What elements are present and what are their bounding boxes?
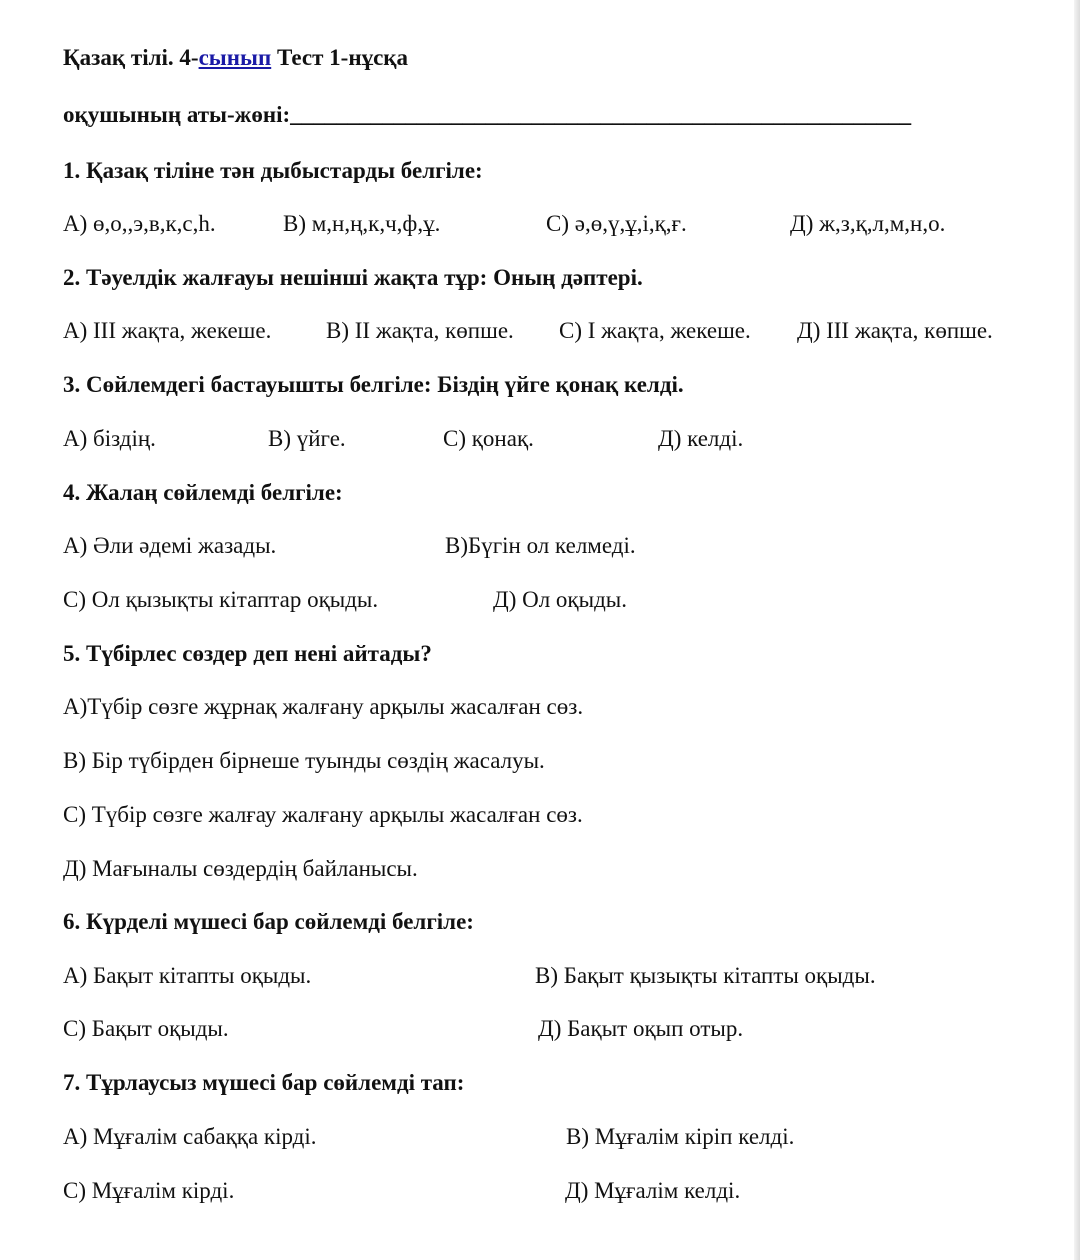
student-name-line: [63, 101, 911, 129]
q3-option-a: А) біздің.: [63, 426, 156, 451]
q7-option-b: В) Мұғалім кіріп келді.: [566, 1124, 795, 1149]
q7-option-a: А) Мұғалім сабаққа кірді.: [63, 1124, 317, 1149]
grade-link[interactable]: сынып: [198, 45, 272, 70]
q1-option-a: А) ө,о,,э,в,к,с,һ.: [63, 211, 216, 236]
q6-option-d: Д) Бақыт оқып отыр.: [538, 1016, 744, 1041]
student-name-blank: ______________________________________________________: [290, 102, 912, 127]
question-6: 6. Күрделі мүшесі бар сөйлемді белгіле:: [63, 909, 474, 934]
q1-option-c: С) ә,ө,ү,ұ,і,қ,ғ.: [546, 211, 687, 236]
q7-option-d: Д) Мұғалім келді.: [565, 1178, 741, 1203]
title-suffix: Тест 1-нұсқа: [271, 45, 409, 70]
q4-option-d: Д) Ол оқыды.: [493, 587, 627, 612]
question-7: 7. Тұрлаусыз мүшесі бар сөйлемді тап:: [63, 1070, 465, 1095]
q3-option-b: В) үйге.: [268, 426, 346, 451]
q3-option-d: Д) келді.: [658, 426, 744, 451]
q5-option-d: Д) Мағыналы сөздердің байланысы.: [63, 856, 418, 881]
q6-option-b: В) Бақыт қызықты кітапты оқыды.: [535, 963, 876, 988]
q7-option-c: С) Мұғалім кірді.: [63, 1178, 235, 1203]
question-5: 5. Түбірлес сөздер деп нені айтады?: [63, 641, 432, 666]
question-3: 3. Сөйлемдегі бастауышты белгіле: Біздің үйге қонақ келді.: [63, 372, 684, 397]
question-4: 4. Жалаң сөйлемді белгіле:: [63, 480, 343, 505]
title-prefix: Қазақ тілі. 4-: [63, 45, 199, 70]
question-2: 2. Тәуелдік жалғауы нешінші жақта тұр: Оның дәптері.: [63, 265, 643, 290]
student-name-label: оқушының аты-жөні:: [63, 102, 291, 127]
q6-option-c: С) Бақыт оқыды.: [63, 1016, 229, 1041]
question-1: 1. Қазақ тіліне тән дыбыстарды белгіле:: [63, 158, 483, 183]
q5-option-b: В) Бір түбірден бірнеше туынды сөздің жасалуы.: [63, 748, 545, 773]
q5-option-c: С) Түбір сөзге жалғау жалғану арқылы жасалған сөз.: [63, 802, 583, 827]
q2-option-d: Д) ІІІ жақта, көпше.: [797, 318, 993, 343]
q6-option-a: А) Бақыт кітапты оқыды.: [63, 963, 312, 988]
document-title: [63, 44, 408, 72]
q4-option-b: В)Бүгін ол келмеді.: [445, 533, 636, 558]
q1-option-b: В) м,н,ң,к,ч,ф,ұ.: [283, 211, 441, 236]
q1-option-d: Д) ж,з,қ,л,м,н,о.: [790, 211, 946, 236]
q3-option-c: С) қонақ.: [443, 426, 534, 451]
q5-option-a: А)Түбір сөзге жұрнақ жалғану арқылы жасалған сөз.: [63, 694, 584, 719]
q4-option-c: С) Ол қызықты кітаптар оқыды.: [63, 587, 379, 612]
q4-option-a: А) Әли әдемі жазады.: [63, 533, 277, 558]
q2-option-c: С) І жақта, жекеше.: [559, 318, 751, 343]
q2-option-a: А) ІІІ жақта, жекеше.: [63, 318, 272, 343]
page-edge-shadow: [1074, 0, 1080, 1260]
q2-option-b: В) ІІ жақта, көпше.: [326, 318, 514, 343]
